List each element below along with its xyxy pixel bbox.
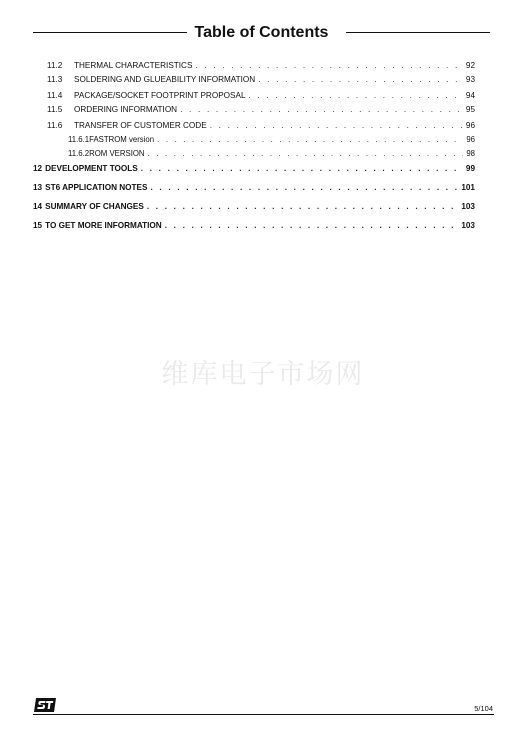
toc-entry-page: 92 (465, 61, 475, 70)
title-bar (33, 22, 490, 44)
toc-entry-label: TO GET MORE INFORMATION (45, 221, 162, 230)
toc-entry[interactable] (47, 60, 475, 71)
dot-leader (258, 74, 463, 85)
toc-entry-page: 94 (465, 91, 475, 100)
toc-entry-page: 96 (465, 121, 475, 130)
toc-entry-label: DEVELOPMENT TOOLS (45, 164, 138, 173)
toc-entry-number: 13 (33, 183, 43, 192)
footer-rule (33, 714, 494, 715)
dot-leader (165, 220, 459, 231)
dot-leader (195, 60, 462, 71)
dot-leader (141, 163, 463, 174)
toc-entry-page: 99 (465, 164, 475, 173)
toc-entry[interactable] (47, 120, 475, 131)
toc-entry[interactable] (68, 148, 475, 159)
toc-chapter[interactable] (33, 220, 475, 231)
toc-entry-page: 96 (466, 135, 475, 144)
toc-entry-page: 93 (465, 75, 475, 84)
dot-leader (150, 182, 458, 193)
toc-entry-number: 11.5 (47, 105, 63, 114)
toc-chapter[interactable] (33, 201, 475, 212)
toc-entry-page: 103 (461, 221, 475, 230)
toc-entry-label: PACKAGE/SOCKET FOOTPRINT PROPOSAL (74, 91, 246, 100)
dot-leader (249, 90, 463, 101)
dot-leader (210, 120, 463, 131)
dot-leader (148, 148, 464, 159)
toc-entry-number: 11.2 (47, 61, 63, 70)
toc-entry-number: 11.3 (47, 75, 63, 84)
toc-entry-label: SOLDERING AND GLUEABILITY INFORMATION (74, 75, 256, 84)
page-title: Table of Contents (194, 24, 329, 41)
toc-entry-number: 11.6.2 (68, 149, 90, 158)
toc-entry-number: 14 (33, 202, 43, 211)
toc-entry-label: TRANSFER OF CUSTOMER CODE (74, 121, 207, 130)
toc-entry[interactable] (47, 90, 475, 101)
toc-entry-label: ST6 APPLICATION NOTES (45, 183, 148, 192)
toc-entry-number: 12 (33, 164, 43, 173)
dot-leader (157, 134, 463, 145)
toc-entry-label: THERMAL CHARACTERISTICS (74, 61, 193, 70)
toc-entry-number: 11.4 (47, 91, 63, 100)
toc-entry-number: 11.6.1 (68, 135, 90, 144)
toc-entry-label: SUMMARY OF CHANGES (45, 202, 144, 211)
toc-entry-number: 11.6 (47, 121, 63, 130)
st-logo-icon (33, 697, 57, 713)
toc-entry-page: 98 (466, 149, 475, 158)
dot-leader (180, 104, 463, 115)
title-rule-right (346, 32, 490, 33)
toc-entry-label: ROM VERSION (89, 149, 145, 158)
toc-entry-page: 95 (465, 105, 475, 114)
toc-chapter[interactable] (33, 182, 475, 193)
watermark: 维库电子市场网 (161, 359, 365, 390)
toc-chapter[interactable] (33, 163, 475, 174)
toc-entry[interactable] (68, 134, 475, 145)
page-number: 5/104 (474, 704, 493, 713)
toc-entry-page: 103 (461, 202, 475, 211)
toc-entry-label: FASTROM version (89, 135, 155, 144)
toc-entry-number: 15 (33, 221, 43, 230)
toc-entry-label: ORDERING INFORMATION (74, 105, 178, 114)
toc-entry-page: 101 (461, 183, 475, 192)
dot-leader (147, 201, 459, 212)
toc-entry[interactable] (47, 74, 475, 85)
toc-entry[interactable] (47, 104, 475, 115)
